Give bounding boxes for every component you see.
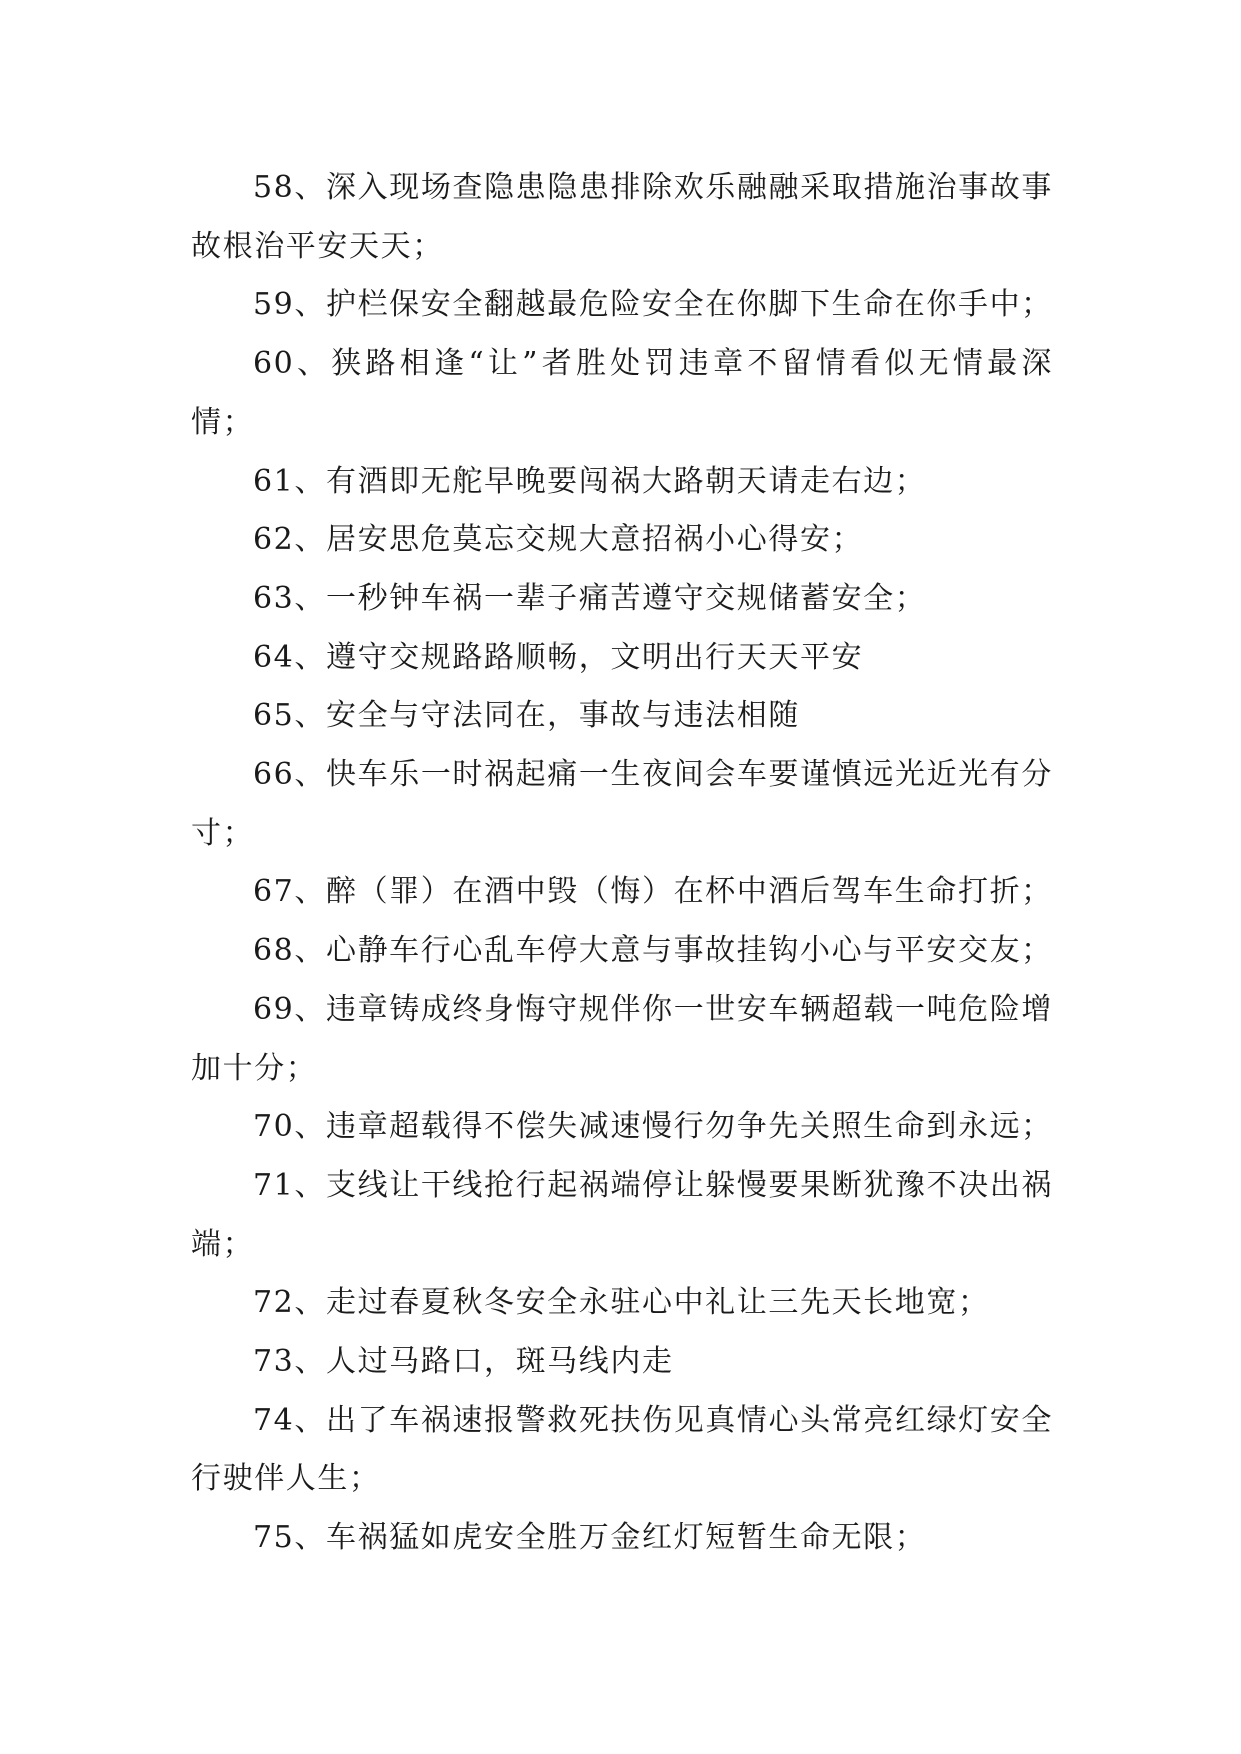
paragraph-67: 67、醉（罪）在酒中毁（悔）在杯中酒后驾车生命打折； — [253, 874, 1053, 910]
paragraph-62: 62、居安思危莫忘交规大意招祸小心得安； — [253, 522, 864, 558]
paragraph-70: 70、违章超载得不偿失减速慢行勿争先关照生命到永远； — [253, 1109, 1053, 1145]
paragraph-66: 66、快车乐一时祸起痛一生夜间会车要谨慎远光近光有分寸； — [191, 757, 1053, 851]
paragraph-73: 73、人过马路口，斑马线内走 — [253, 1344, 674, 1380]
paragraph-64: 64、遵守交规路路顺畅，文明出行天天平安 — [253, 639, 864, 675]
paragraph-61: 61、有酒即无舵早晚要闯祸大路朝天请走右边； — [253, 463, 927, 499]
paragraph-72: 72、走过春夏秋冬安全永驻心中礼让三先天长地宽； — [253, 1285, 990, 1321]
paragraph-65: 65、安全与守法同在，事故与违法相随 — [253, 698, 800, 734]
paragraph-71: 71、支线让干线抢行起祸端停让躲慢要果断犹豫不决出祸端； — [191, 1167, 1053, 1262]
document-body — [191, 159, 1053, 1568]
paragraph-68: 68、心静车行心乱车停大意与事故挂钩小心与平安交友； — [253, 933, 1053, 969]
paragraph-75: 75、车祸猛如虎安全胜万金红灯短暂生命无限； — [253, 1520, 927, 1556]
paragraph-69: 69、违章铸成终身悔守规伴你一世安车辆超载一吨危险增加十分； — [191, 991, 1053, 1086]
paragraph-58: 58、深入现场查隐患隐患排除欢乐融融采取措施治事故事故根治平安天天； — [191, 170, 1053, 264]
paragraph-60: 60、狭路相逢“让”者胜处罚违章不留情看似无情最深情； — [191, 346, 1053, 440]
paragraph-63: 63、一秒钟车祸一辈子痛苦遵守交规储蓄安全； — [253, 580, 927, 616]
paragraph-74: 74、出了车祸速报警救死扶伤见真情心头常亮红绿灯安全行驶伴人生； — [191, 1402, 1053, 1497]
paragraph-59: 59、护栏保安全翻越最危险安全在你脚下生命在你手中； — [253, 287, 1053, 323]
